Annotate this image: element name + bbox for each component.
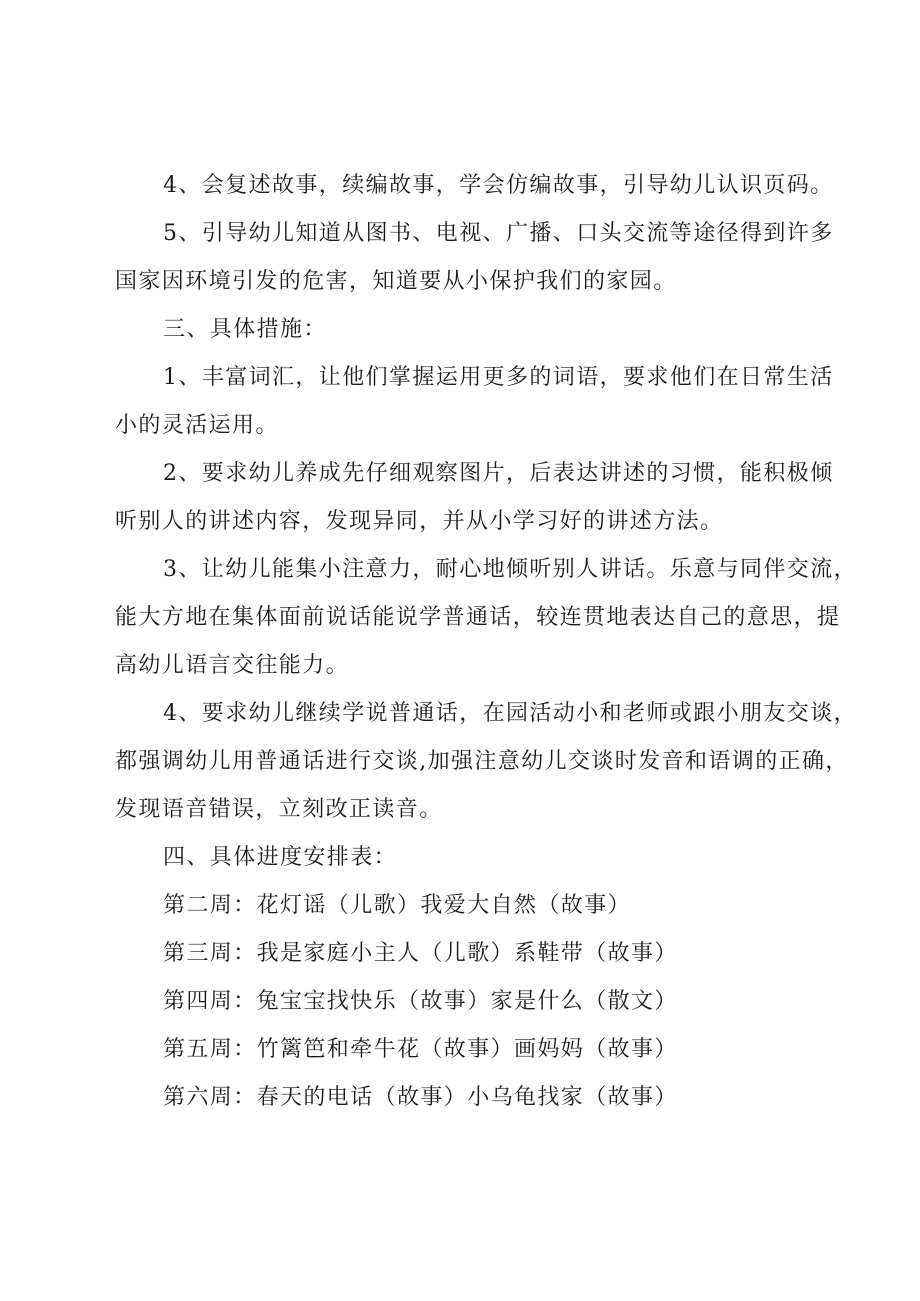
paragraph-measure-1 bbox=[115, 354, 834, 450]
text-line: 4、要求幼儿继续学说普通话，在园活动小和老师或跟小朋友交谈， bbox=[163, 701, 857, 726]
text-line: 听别人的讲述内容，发现异同，并从小学习好的讲述方法。 bbox=[115, 509, 724, 534]
text-line: 2、要求幼儿养成先仔细观察图片，后表达讲述的习惯，能积极倾 bbox=[163, 461, 834, 486]
section-heading-measures bbox=[115, 306, 830, 354]
text-line: 发现语音错误，立刻改正读音。 bbox=[115, 797, 443, 822]
schedule-item: 第四周：兔宝宝找快乐（故事）家是什么（散文） bbox=[163, 989, 678, 1014]
text-line: 国家因环境引发的危害，知道要从小保护我们的家园。 bbox=[115, 269, 677, 294]
schedule-item: 第五周：竹篱笆和牵牛花（故事）画妈妈（故事） bbox=[163, 1037, 678, 1062]
text-line: 小的灵活运用。 bbox=[115, 413, 279, 438]
schedule-item: 第六周：春天的电话（故事）小乌龟找家（故事） bbox=[163, 1085, 678, 1110]
paragraph-goal-5 bbox=[115, 210, 834, 306]
text-line: 3、让幼儿能集小注意力，耐心地倾听别人讲话。乐意与同伴交流， bbox=[163, 557, 857, 582]
text-line: 都强调幼儿用普通话进行交谈,加强注意幼儿交谈时发音和语调的正确， bbox=[115, 749, 849, 774]
paragraph-measure-4 bbox=[115, 690, 857, 834]
heading-text: 三、具体措施： bbox=[163, 317, 327, 342]
heading-text: 四、具体进度安排表： bbox=[163, 845, 398, 870]
paragraph-goal-4 bbox=[115, 162, 834, 210]
schedule-list bbox=[115, 882, 830, 1122]
paragraph-measure-2 bbox=[115, 450, 834, 546]
paragraph-measure-3 bbox=[115, 546, 857, 690]
text-line: 5、引导幼儿知道从图书、电视、广播、口头交流等途径得到许多 bbox=[163, 221, 834, 246]
text-line: 4、会复述故事，续编故事，学会仿编故事，引导幼儿认识页码。 bbox=[163, 173, 834, 198]
document-body bbox=[115, 162, 857, 1122]
schedule-item: 第三周：我是家庭小主人（儿歌）系鞋带（故事） bbox=[163, 941, 678, 966]
section-heading-schedule bbox=[115, 834, 830, 882]
text-line: 高幼儿语言交往能力。 bbox=[115, 653, 350, 678]
schedule-item: 第二周：花灯谣（儿歌）我爱大自然（故事） bbox=[163, 893, 632, 918]
text-line: 1、丰富词汇，让他们掌握运用更多的词语，要求他们在日常生活 bbox=[163, 365, 834, 390]
text-line: 能大方地在集体面前说话能说学普通话，较连贯地表达自己的意思，提 bbox=[115, 605, 841, 630]
